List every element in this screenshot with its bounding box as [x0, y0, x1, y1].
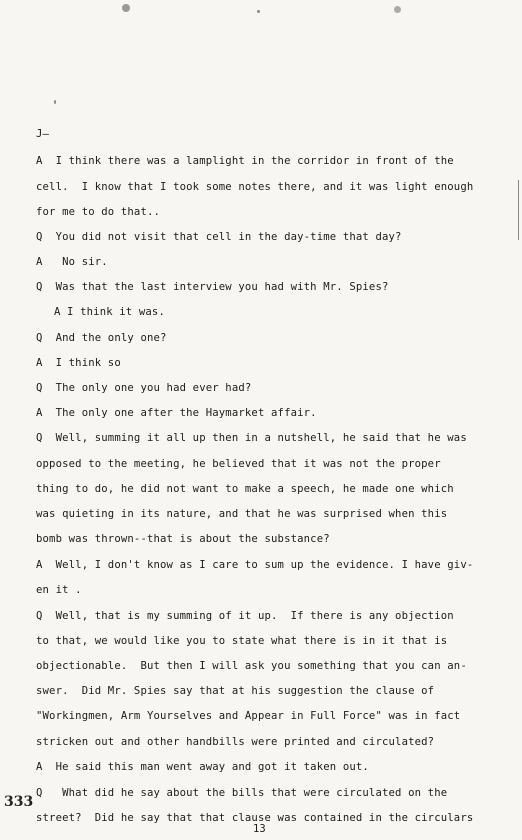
transcript-line: A I think so [36, 357, 121, 369]
transcript-line: for me to do that.. [36, 206, 161, 218]
page-number: 13 [253, 823, 266, 835]
transcript-line: bomb was thrown--that is about the substance? [36, 533, 330, 545]
transcript-line: A He said this man went away and got it taken out. [36, 761, 369, 773]
transcript-line: opposed to the meeting, he believed that it was not the proper [36, 458, 441, 470]
margin-page-number: 333 [4, 794, 34, 810]
transcript-line: Q Well, summing it all up then in a nutshell, he said that he was [36, 432, 467, 444]
transcript-line: swer. Did Mr. Spies say that at his suggestion the clause of [36, 685, 435, 697]
transcript-line: A I think there was a lamplight in the corridor in front of the [36, 155, 454, 167]
transcript-line: Q What did he say about the bills that were circulated on the [36, 787, 448, 799]
scan-mark [122, 4, 130, 12]
transcript-line: stricken out and other handbills were printed and circulated? [36, 736, 435, 748]
transcript-line: objectionable. But then I will ask you something that you can an- [36, 660, 467, 672]
scan-mark [54, 100, 56, 104]
scan-edge-mark [518, 180, 519, 240]
transcript-line: A The only one after the Haymarket affair. [36, 407, 317, 419]
transcript-line: Q The only one you had ever had? [36, 382, 252, 394]
transcript-line: to that, we would like you to state what there is in it that is [36, 635, 448, 647]
speaker-initial: J— [36, 128, 50, 140]
transcript-line: A Well, I don't know as I care to sum up the evidence. I have giv- [36, 559, 474, 571]
transcript-line: was quieting in its nature, and that he was surprised when this [36, 508, 448, 520]
transcript-line: A I think it was. [54, 306, 165, 318]
transcript-line: "Workingmen, Arm Yourselves and Appear in Full Force" was in fact [36, 710, 461, 722]
scan-mark [394, 6, 401, 13]
transcript-line: A No sir. [36, 256, 108, 268]
transcript-line: Q Well, that is my summing of it up. If there is any objection [36, 610, 454, 622]
transcript-line: Q Was that the last interview you had with Mr. Spies? [36, 281, 389, 293]
transcript-line: Q And the only one? [36, 332, 167, 344]
scan-mark [257, 10, 260, 13]
transcript-line: thing to do, he did not want to make a speech, he made one which [36, 483, 454, 495]
transcript-line: street? Did he say that that clause was contained in the circulars [36, 812, 474, 824]
transcript-line: cell. I know that I took some notes there, and it was light enough [36, 181, 474, 193]
transcript-line: en it . [36, 584, 82, 596]
transcript-line: Q You did not visit that cell in the day-time that day? [36, 231, 402, 243]
